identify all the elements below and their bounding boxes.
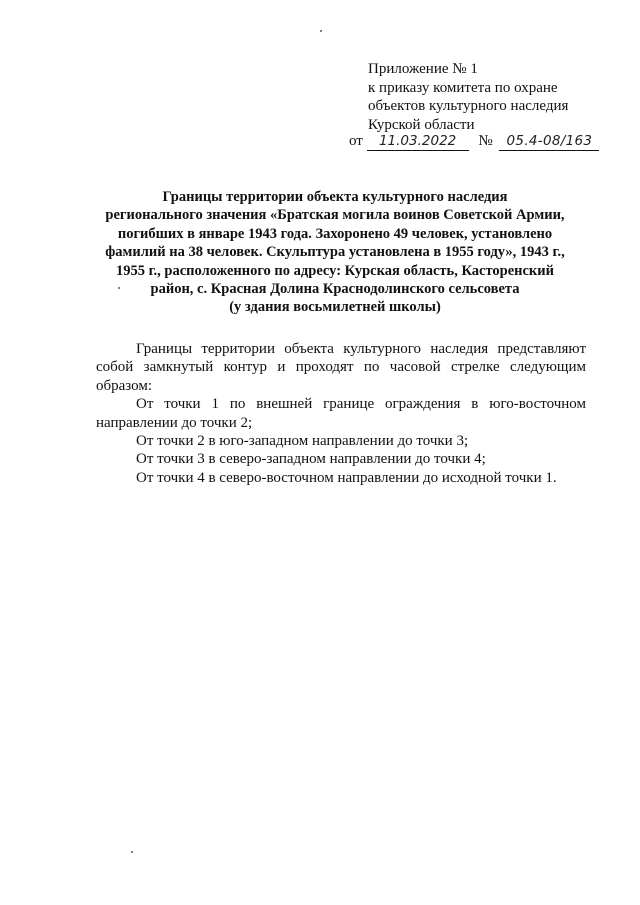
title-line: район, с. Красная Долина Краснодолинского сельсовета [150, 281, 520, 298]
title-line: (у здания восьмилетней школы) [229, 299, 441, 316]
order-number-sign: № [478, 133, 493, 149]
body-paragraph-intro: Границы территории объекта культурного наследия представляют собой замкнутый контур и проходят по часовой стрелке следующим образом: [96, 341, 586, 394]
appendix-line-region: Курской области [368, 116, 475, 133]
order-number: 05.4-08/163 [499, 132, 599, 151]
title-line: погибших в январе 1943 года. Захоронено 49 человек, установлено [117, 225, 553, 242]
order-prefix: от [349, 133, 363, 149]
appendix-line-heritage: объектов культурного наследия [368, 98, 569, 114]
scan-speck [320, 30, 322, 32]
body-paragraph-point-2: От точки 2 в юго-западном направлении до точки 3; [136, 433, 469, 450]
body-paragraph-point-1: От точки 1 по внешней границе ограждения в юго-восточном направлении до точки 2; [96, 396, 586, 431]
body-paragraph-point-3: От точки 3 в северо-западном направлении до точки 4; [136, 451, 486, 468]
appendix-block [368, 60, 618, 134]
order-reference [349, 132, 609, 151]
title-line: Границы территории объекта культурного наследия [162, 189, 508, 205]
title-line: 1955 г., расположенного по адресу: Курская область, Касторенский [115, 262, 554, 279]
appendix-line-order: к приказу комитета по охране [368, 79, 558, 96]
scan-speck [118, 287, 120, 289]
appendix-title: Приложение № 1 [368, 61, 478, 77]
body-text [96, 340, 586, 487]
scan-speck [131, 851, 133, 853]
title-line: регионального значения «Братская могила воинов Советской Армии, [105, 207, 565, 224]
body-paragraph-point-4: От точки 4 в северо-восточном направлении до исходной точки 1. [136, 469, 557, 486]
order-date: 11.03.2022 [367, 132, 469, 151]
document-title [80, 188, 590, 317]
title-line: фамилий на 38 человек. Скульптура установлена в 1955 году», 1943 г., [105, 244, 565, 261]
